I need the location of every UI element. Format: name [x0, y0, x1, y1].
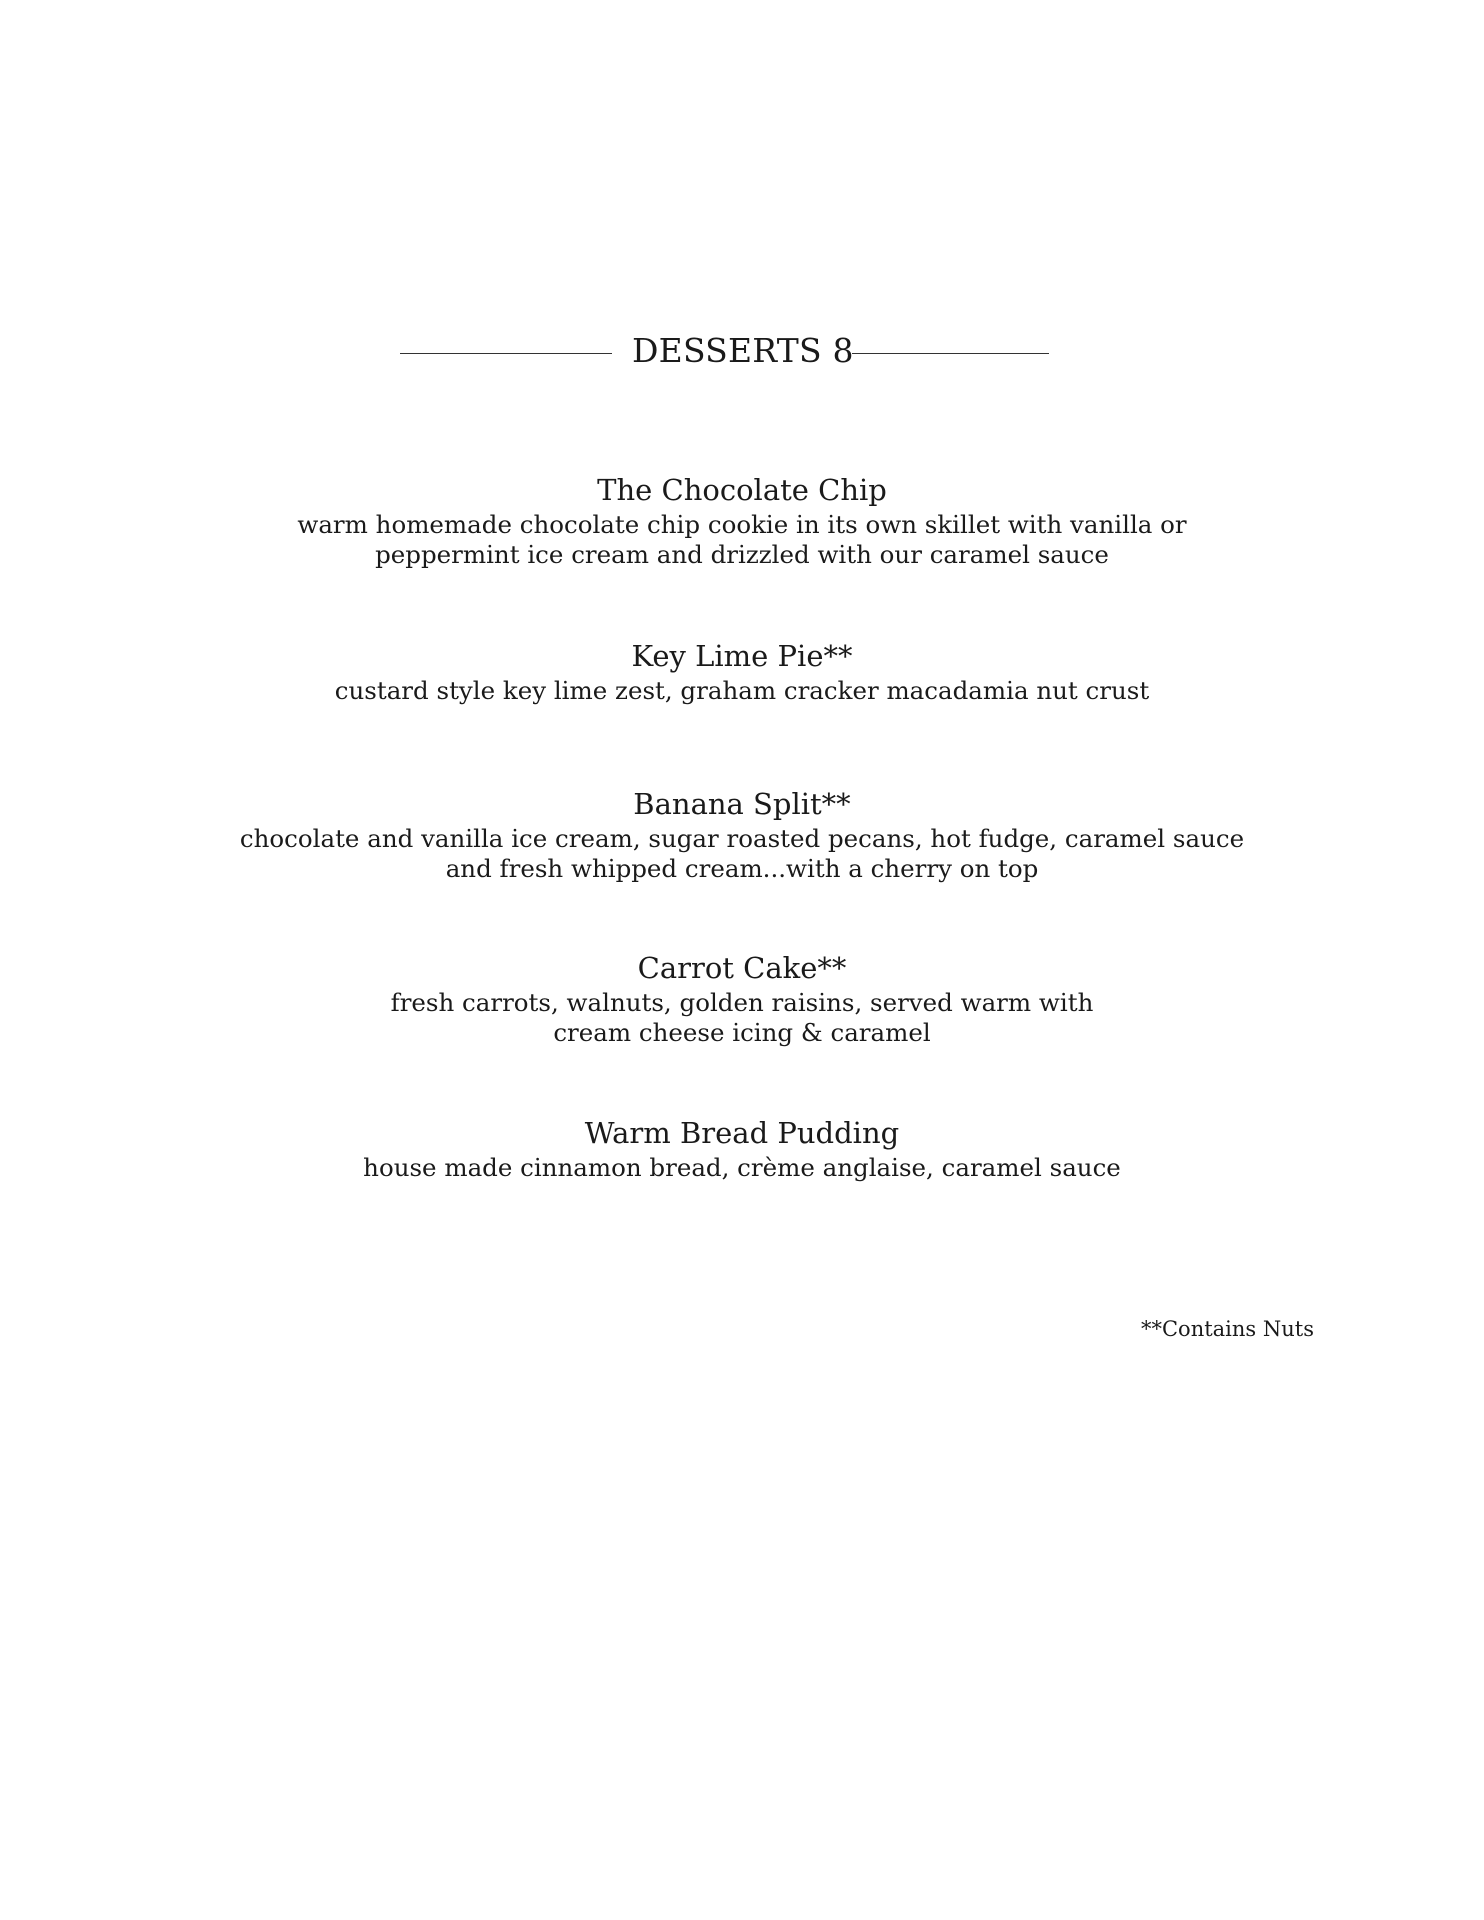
header-right-rule — [852, 353, 1049, 354]
menu-item-chocolate-chip — [0, 470, 1484, 570]
menu-item-name: The Chocolate Chip — [597, 473, 887, 507]
menu-item-description: fresh carrots, walnuts, golden raisins, served warm with cream cheese icing & caramel — [390, 988, 1094, 1047]
menu-item-banana-split — [0, 784, 1484, 884]
menu-item-description: house made cinnamon bread, crème anglaise, caramel sauce — [363, 1153, 1121, 1182]
header-left-rule — [400, 353, 612, 354]
menu-item-description: warm homemade chocolate chip cookie in its own skillet with vanilla or peppermint ice cream and drizzled with our caramel sauce — [297, 510, 1187, 569]
menu-item-carrot-cake — [0, 948, 1484, 1048]
section-header — [0, 326, 1484, 376]
menu-item-name: Carrot Cake** — [637, 951, 847, 985]
menu-item-name: Banana Split** — [633, 787, 851, 821]
menu-item-name: Warm Bread Pudding — [584, 1116, 900, 1150]
menu-item-description: custard style key lime zest, graham cracker macadamia nut crust — [334, 676, 1150, 705]
menu-item-key-lime-pie — [0, 636, 1484, 706]
menu-item-name: Key Lime Pie** — [631, 639, 853, 673]
menu-item-description: chocolate and vanilla ice cream, sugar roasted pecans, hot fudge, caramel sauce and fresh whipped cream...with a cherry on top — [239, 824, 1245, 883]
allergen-footnote: **Contains Nuts — [1140, 1317, 1314, 1341]
menu-item-warm-bread-pudding — [0, 1113, 1484, 1183]
section-title: DESSERTS 8 — [632, 331, 854, 370]
